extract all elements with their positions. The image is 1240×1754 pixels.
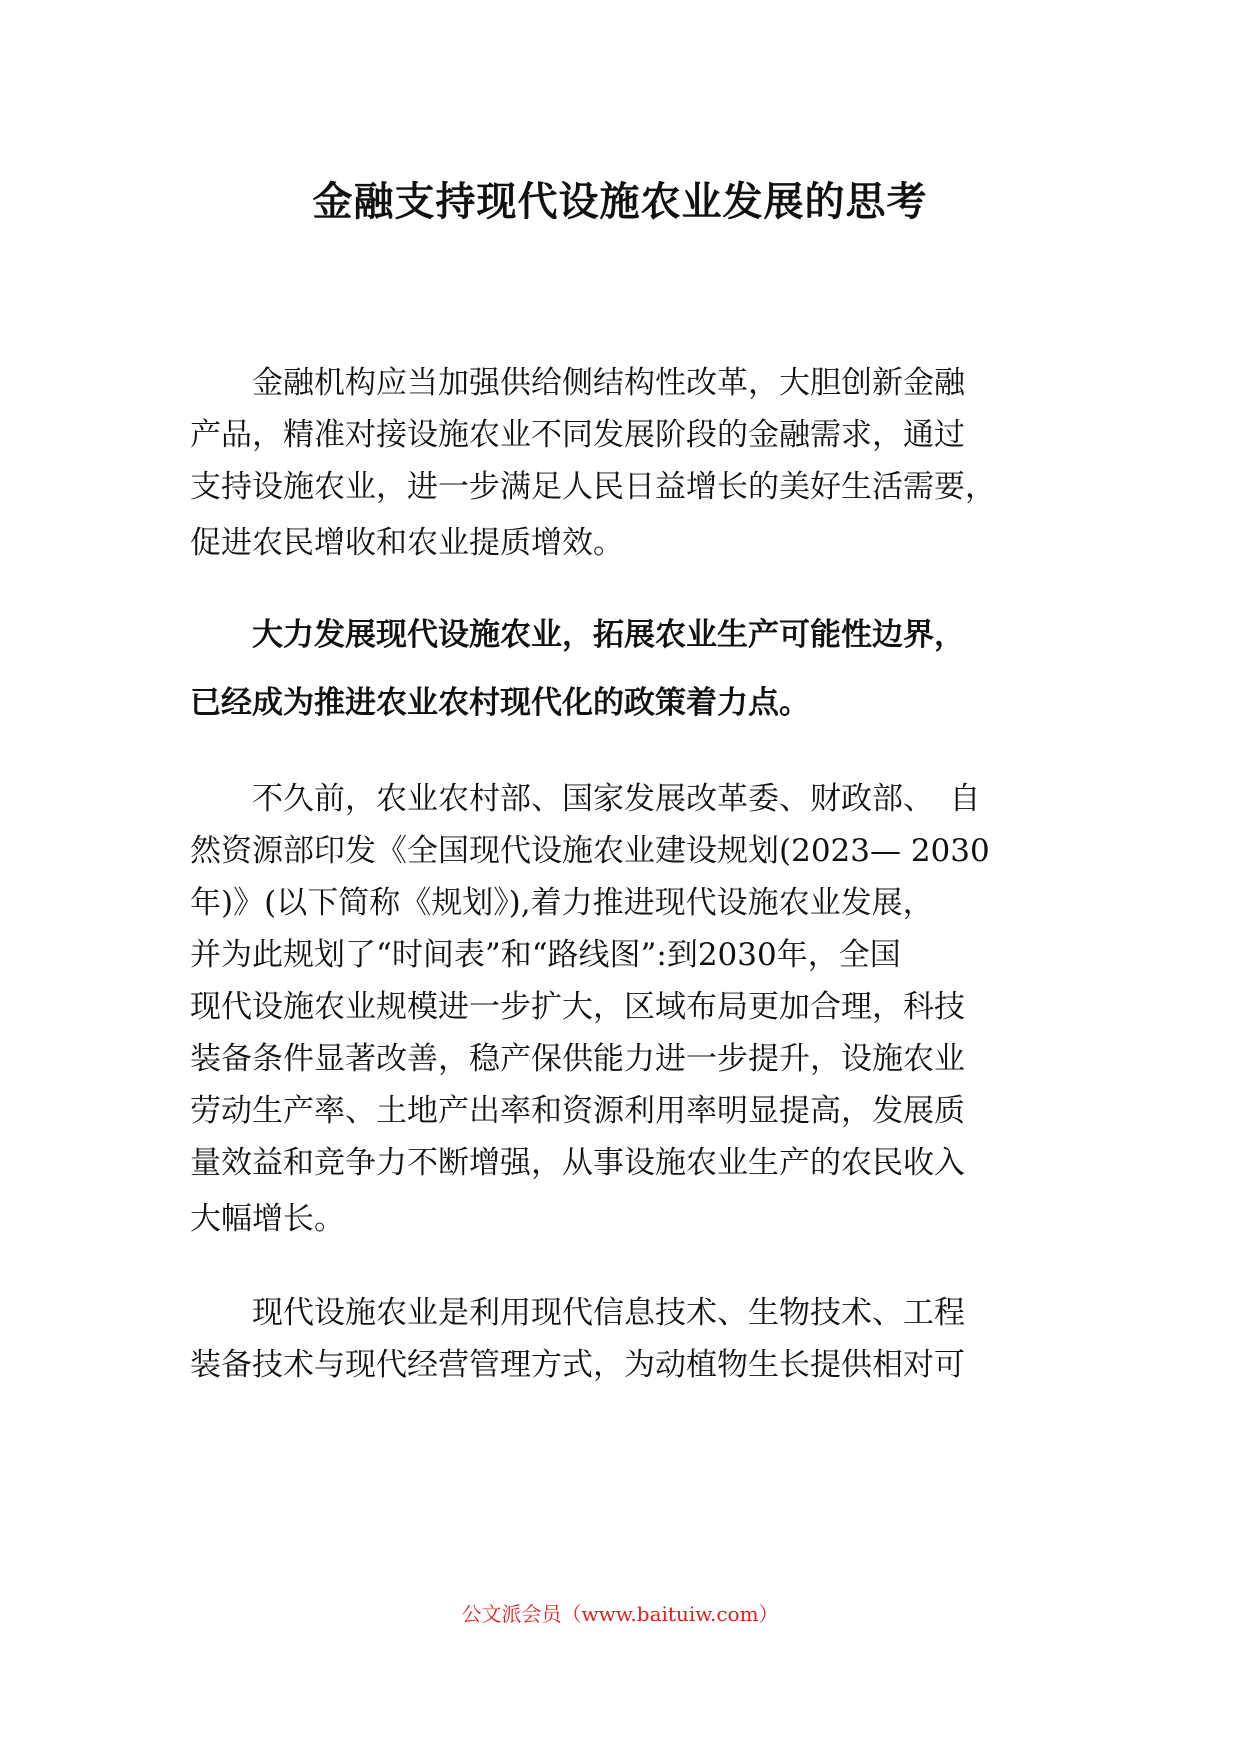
footer-member-link[interactable]: 公文派会员（www.baituiw.com） (461, 1602, 779, 1626)
paragraph-3-line-3: 年)》(以下简称《规划》),着力推进现代设施农业发展， (190, 885, 934, 921)
paragraph-3-line-6: 装备条件显著改善，稳产保供能力进一步提升，设施农业 (190, 1041, 965, 1077)
paragraph-1-line-2: 产品，精准对接设施农业不同发展阶段的金融需求，通过 (190, 417, 965, 453)
paragraph-3-line-8: 量效益和竞争力不断增强，从事设施农业生产的农民收入 (190, 1145, 965, 1181)
paragraph-4-line-1: 现代设施农业是利用现代信息技术、生物技术、工程 (252, 1295, 965, 1331)
paragraph-4-line-2: 装备技术与现代经营管理方式，为动植物生长提供相对可 (190, 1347, 965, 1383)
paragraph-1-line-3: 支持设施农业，进一步满足人民日益增长的美好生活需要， (190, 469, 996, 505)
paragraph-3-line-4: 并为此规划了“时间表”和“路线图”:到2030年，全国 (190, 937, 901, 973)
paragraph-3-line-2: 然资源部印发《全国现代设施农业建设规划(2023— 2030 (190, 833, 990, 869)
paragraph-2-line-2: 已经成为推进农业农村现代化的政策着力点。 (190, 685, 810, 721)
document-title: 金融支持现代设施农业发展的思考 (312, 179, 928, 225)
paragraph-3-line-7: 劳动生产率、土地产出率和资源利用率明显提高，发展质 (190, 1093, 965, 1129)
paragraph-3-line-1: 不久前，农业农村部、国家发展改革委、财政部、 自 (252, 781, 981, 817)
paragraph-3-line-5: 现代设施农业规模进一步扩大，区域布局更加合理，科技 (190, 989, 965, 1025)
paragraph-2-line-1: 大力发展现代设施农业，拓展农业生产可能性边界， (252, 617, 965, 653)
paragraph-1-line-1: 金融机构应当加强供给侧结构性改革，大胆创新金融 (252, 365, 965, 401)
paragraph-3-line-9: 大幅增长。 (190, 1201, 345, 1237)
paragraph-1-line-4: 促进农民增收和农业提质增效。 (190, 525, 624, 561)
